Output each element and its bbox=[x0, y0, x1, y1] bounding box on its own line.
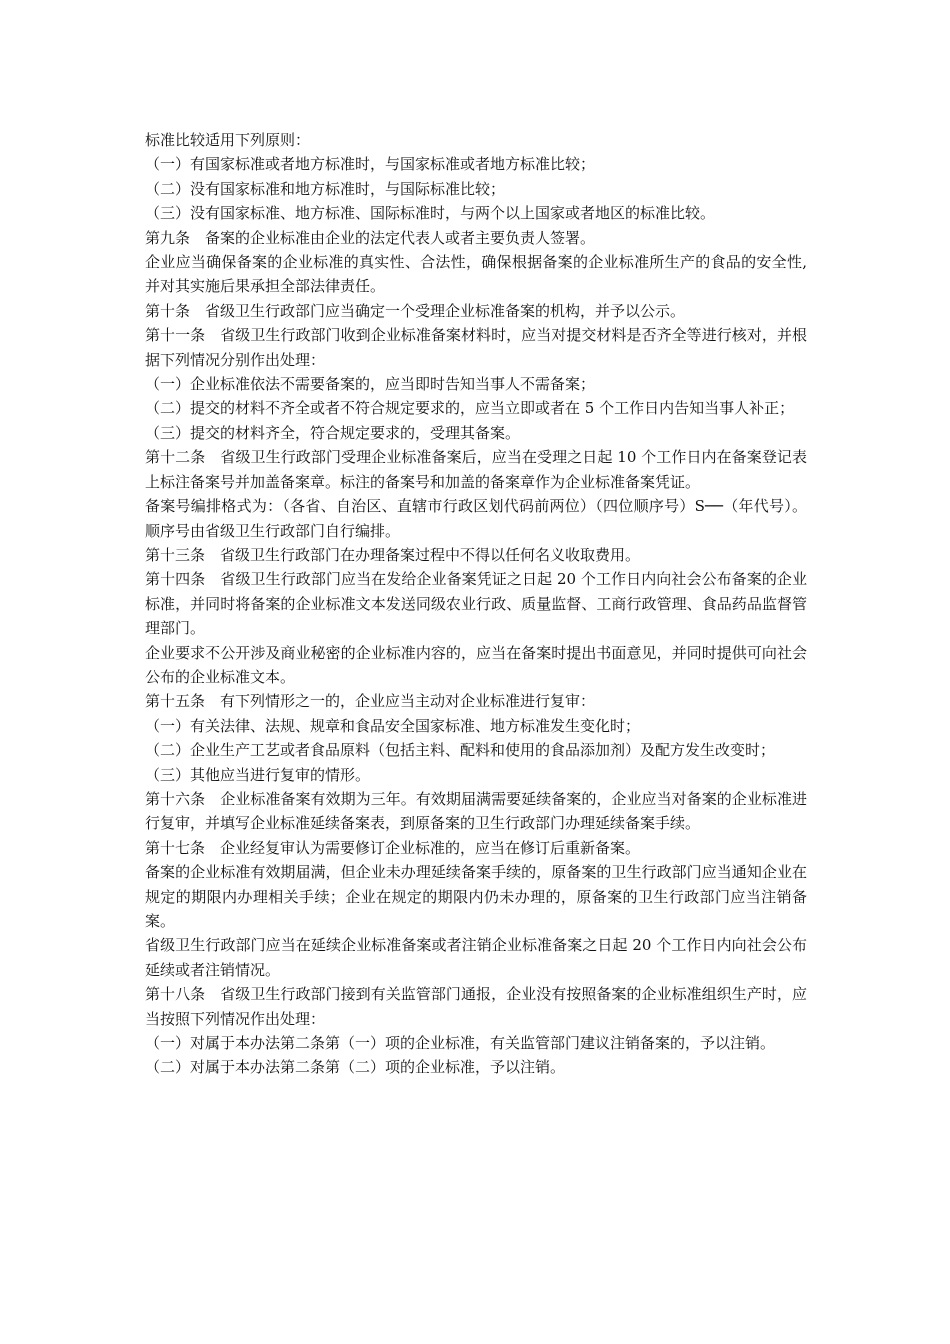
paragraph-article-15-item-2: （二）企业生产工艺或者食品原料（包括主料、配料和使用的食品添加剂）及配方发生改变时； bbox=[145, 741, 776, 760]
paragraph-principle-1: （一）有国家标准或者地方标准时，与国家标准或者地方标准比较； bbox=[145, 155, 596, 174]
paragraph-article-17-detail-1: 备案的企业标准有效期届满，但企业未办理延续备案手续的，原备案的卫生行政部门应当通知企业在规定的期限内办理相关手续；企业在规定的期限内仍未办理的，原备案的卫生行政部门应当注销备案。 bbox=[145, 863, 807, 930]
paragraph-article-12: 第十二条 省级卫生行政部门受理企业标准备案后，应当在受理之日起 10 个工作日内在备案登记表上标注备案号并加盖备案章。标注的备案号和加盖的备案章作为企业标准备案凭证。 bbox=[145, 448, 807, 491]
paragraph-article-11-item-1: （一）企业标准依法不需要备案的，应当即时告知当事人不需备案； bbox=[145, 375, 596, 394]
paragraph-article-18-item-1: （一）对属于本办法第二条第（一）项的企业标准，有关监管部门建议注销备案的，予以注销。 bbox=[145, 1034, 776, 1053]
paragraph-article-18-item-2: （二）对属于本办法第二条第（二）项的企业标准，予以注销。 bbox=[145, 1058, 566, 1077]
paragraph-principle-2: （二）没有国家标准和地方标准时，与国际标准比较； bbox=[145, 179, 506, 198]
paragraph-article-16: 第十六条 企业标准备案有效期为三年。有效期届满需要延续备案的，企业应当对备案的企业标准进行复审，并填写企业标准延续备案表，到原备案的卫生行政部门办理延续备案手续。 bbox=[145, 789, 807, 833]
paragraph-article-15-item-3: （三）其他应当进行复审的情形。 bbox=[145, 765, 371, 784]
paragraph-principles-intro: 标准比较适用下列原则： bbox=[145, 131, 311, 149]
paragraph-filing-number-format: 备案号编排格式为：（各省、自治区、直辖市行政区划代码前两位）（四位顺序号）S──（年代号）。顺序号由省级卫生行政部门自行编排。 bbox=[145, 497, 807, 540]
paragraph-article-10: 第十条 省级卫生行政部门应当确定一个受理企业标准备案的机构，并予以公示。 bbox=[145, 301, 686, 320]
paragraph-article-9-detail: 企业应当确保备案的企业标准的真实性、合法性，确保根据备案的企业标准所生产的食品的安全性,并对其实施后果承担全部法律责任。 bbox=[145, 253, 807, 296]
paragraph-article-14: 第十四条 省级卫生行政部门应当在发给企业备案凭证之日起 20 个工作日内向社会公布备案的企业标准，并同时将备案的企业标准文本发送同级农业行政、质量监督、工商行政管理、食品药品监督管理部门。 bbox=[145, 570, 807, 638]
paragraph-article-18: 第十八条 省级卫生行政部门接到有关监管部门通报，企业没有按照备案的企业标准组织生产时，应当按照下列情况作出处理： bbox=[145, 985, 807, 1028]
paragraph-article-11-item-2: （二）提交的材料不齐全或者不符合规定要求的，应当立即或者在 5 个工作日内告知当事人补正； bbox=[145, 399, 795, 418]
paragraph-article-17: 第十七条 企业经复审认为需要修订企业标准的，应当在修订后重新备案。 bbox=[145, 838, 641, 857]
paragraph-article-13: 第十三条 省级卫生行政部门在办理备案过程中不得以任何名义收取费用。 bbox=[145, 545, 641, 564]
document-body bbox=[145, 128, 807, 1080]
paragraph-article-11: 第十一条 省级卫生行政部门收到企业标准备案材料时，应当对提交材料是否齐全等进行核对，并根据下列情况分别作出处理： bbox=[145, 326, 807, 369]
paragraph-article-15-item-1: （一）有关法律、法规、规章和食品安全国家标准、地方标准发生变化时； bbox=[145, 716, 641, 735]
paragraph-article-17-detail-2: 省级卫生行政部门应当在延续企业标准备案或者注销企业标准备案之日起 20 个工作日内向社会公布延续或者注销情况。 bbox=[145, 936, 807, 979]
paragraph-article-15: 第十五条 有下列情形之一的，企业应当主动对企业标准进行复审： bbox=[145, 692, 596, 711]
paragraph-article-11-item-3: （三）提交的材料齐全，符合规定要求的，受理其备案。 bbox=[145, 423, 521, 442]
paragraph-article-9: 第九条 备案的企业标准由企业的法定代表人或者主要负责人签署。 bbox=[145, 228, 596, 247]
paragraph-principle-3: （三）没有国家标准、地方标准、国际标准时，与两个以上国家或者地区的标准比较。 bbox=[145, 204, 716, 223]
paragraph-article-14-detail: 企业要求不公开涉及商业秘密的企业标准内容的，应当在备案时提出书面意见，并同时提供可向社会公布的企业标准文本。 bbox=[145, 643, 807, 686]
